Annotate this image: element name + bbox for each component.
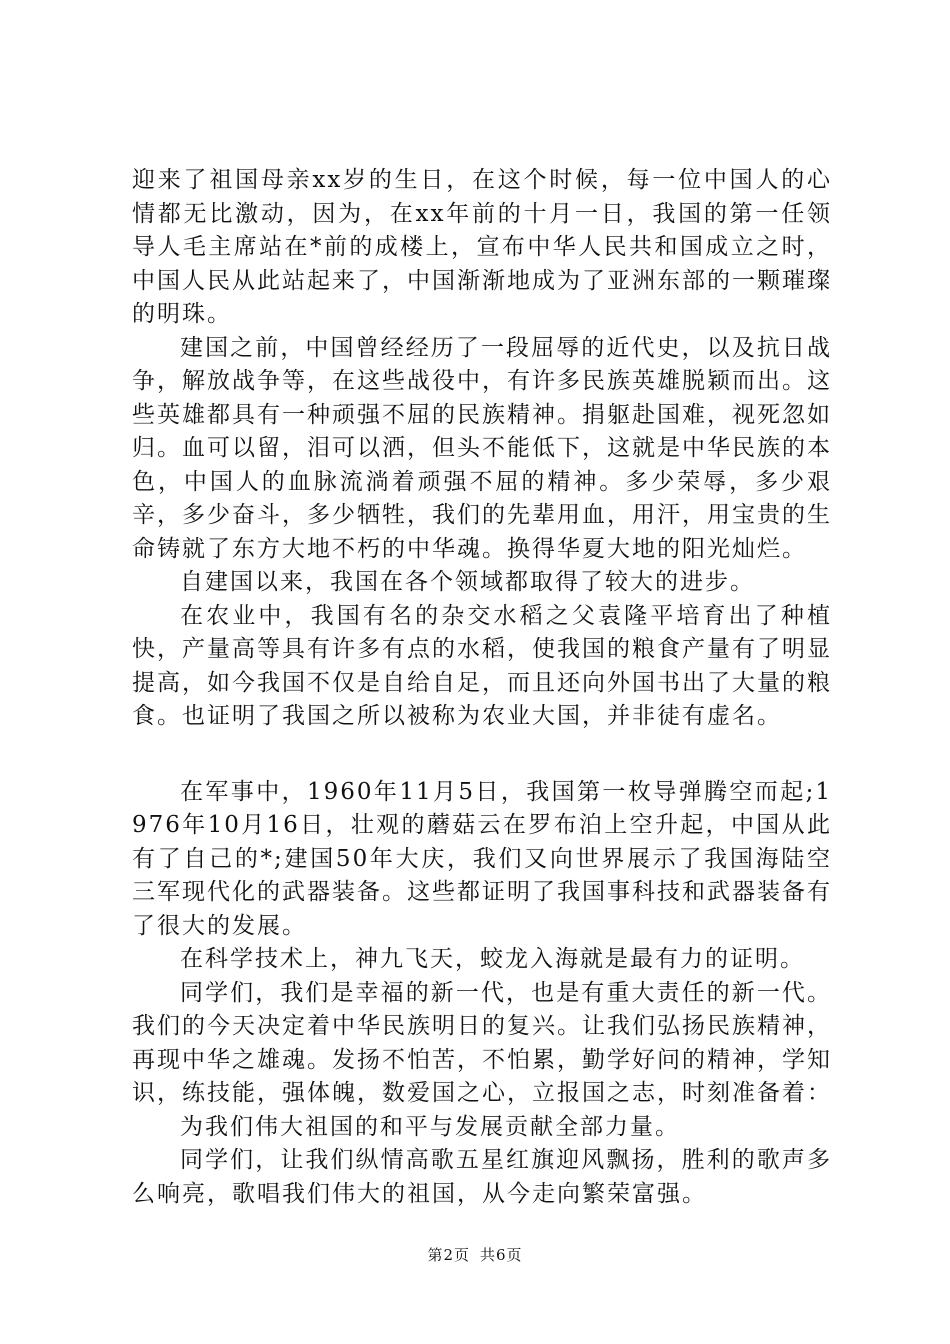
paragraph-2: 建国之前，中国曾经经历了一段屈辱的近代史，以及抗日战争，解放战争等，在这些战役中，有许多民族英雄脱颖而出。这些英雄都具有一种顽强不屈的民族精神。捐躯赴国难，视死忽如归。血可以留，泪可以洒，但头不能低下，这就是中华民族的本色，中国人的血脉流淌着顽强不屈的精神。多少荣辱，多少艰辛，多少奋斗，多少牺牲，我们的先辈用血，用汗，用宝贵的生命铸就了东方大地不朽的中华魂。换得华夏大地的阳光灿烂。 [132, 334, 832, 562]
paragraph-7: 同学们，我们是幸福的新一代，也是有重大责任的新一代。我们的今天决定着中华民族明日的复兴。让我们弘扬民族精神，再现中华之雄魂。发扬不怕苦，不怕累，勤学好问的精神，学知识，练技能，强体魄，数爱国之心，立报国之志，时刻准备着： [132, 979, 832, 1106]
paragraph-8: 为我们伟大祖国的和平与发展贡献全部力量。 [180, 1113, 680, 1140]
paragraph-5: 在军事中，1960年11月5日，我国第一枚导弹腾空而起;1976年10月16日，壮观的蘑菇云在罗布泊上空升起，中国从此有了自己的*;建国50年大庆，我们又向世界展示了我国海陆空三军现代化的武器装备。这些都证明了我国事科技和武器装备有了很大的发展。 [132, 778, 832, 939]
page-number: 第2页 [427, 1246, 470, 1264]
paragraph-6: 在科学技术上，神九飞天，蛟龙入海就是最有力的证明。 [180, 946, 805, 972]
paragraph-4: 在农业中，我国有名的杂交水稻之父袁隆平培育出了种植快，产量高等具有许多有点的水稻，使我国的粮食产量有了明显提高，如今我国不仅是自给自足，而且还向外国书出了大量的粮食。也证明了我国之所以被称为农业大国，并非徒有虚名。 [132, 602, 832, 729]
paragraph-9: 同学们，让我们纵情高歌五星红旗迎风飘扬，胜利的歌声多么响亮，歌唱我们伟大的祖国，从今走向繁荣富强。 [132, 1147, 832, 1207]
paragraph-3: 自建国以来，我国在各个领域都取得了较大的进步。 [180, 569, 755, 595]
page-footer [0, 1245, 950, 1265]
page-total: 共6页 [480, 1246, 523, 1264]
document-body [132, 164, 832, 1211]
paragraph-1: 迎来了祖国母亲xx岁的生日，在这个时候，每一位中国人的心情都无比激动，因为，在xx年前的十月一日，我国的第一任领导人毛主席站在*前的成楼上，宣布中华人民共和国成立之时，中国人民从此站起来了，中国渐渐地成为了亚洲东部的一颗璀璨的明珠。 [132, 167, 832, 327]
